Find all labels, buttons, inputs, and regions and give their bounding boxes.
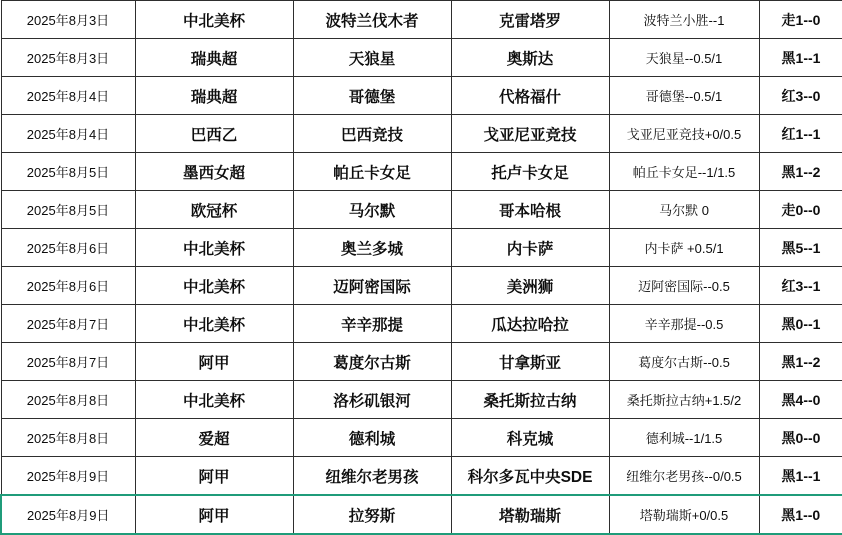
cell-home[interactable]: 波特兰伐木者 [293,1,451,39]
cell-pick[interactable]: 辛辛那提--0.5 [609,305,759,343]
cell-result[interactable]: 黑1--1 [759,39,842,77]
table-row[interactable] [1,77,842,115]
table-row[interactable] [1,1,842,39]
cell-home[interactable]: 洛杉矶银河 [293,381,451,419]
table-row[interactable] [1,115,842,153]
table-row[interactable] [1,229,842,267]
cell-away[interactable]: 塔勒瑞斯 [451,495,609,534]
cell-pick[interactable]: 葛度尔古斯--0.5 [609,343,759,381]
cell-date[interactable]: 2025年8月5日 [1,153,135,191]
cell-league[interactable]: 阿甲 [135,495,293,534]
cell-pick[interactable]: 内卡萨 +0.5/1 [609,229,759,267]
cell-date[interactable]: 2025年8月7日 [1,343,135,381]
cell-home[interactable]: 拉努斯 [293,495,451,534]
cell-away[interactable]: 托卢卡女足 [451,153,609,191]
table-row[interactable] [1,191,842,229]
cell-away[interactable]: 美洲狮 [451,267,609,305]
cell-away[interactable]: 哥本哈根 [451,191,609,229]
cell-away[interactable]: 桑托斯拉古纳 [451,381,609,419]
cell-home[interactable]: 葛度尔古斯 [293,343,451,381]
cell-result[interactable]: 黑0--1 [759,305,842,343]
cell-pick[interactable]: 哥德堡--0.5/1 [609,77,759,115]
table-row[interactable] [1,419,842,457]
cell-result[interactable]: 黑1--0 [759,495,842,534]
table-row[interactable] [1,267,842,305]
cell-home[interactable]: 辛辛那提 [293,305,451,343]
table-row[interactable] [1,381,842,419]
cell-league[interactable]: 瑞典超 [135,39,293,77]
table-row[interactable] [1,457,842,496]
cell-league[interactable]: 阿甲 [135,457,293,496]
cell-date[interactable]: 2025年8月3日 [1,1,135,39]
cell-result[interactable]: 黑5--1 [759,229,842,267]
cell-away[interactable]: 内卡萨 [451,229,609,267]
cell-pick[interactable]: 波特兰小胜--1 [609,1,759,39]
cell-pick[interactable]: 迈阿密国际--0.5 [609,267,759,305]
cell-result[interactable]: 黑0--0 [759,419,842,457]
cell-league[interactable]: 中北美杯 [135,1,293,39]
cell-pick[interactable]: 戈亚尼亚竞技+0/0.5 [609,115,759,153]
cell-date[interactable]: 2025年8月9日 [1,457,135,496]
cell-home[interactable]: 帕丘卡女足 [293,153,451,191]
cell-league[interactable]: 阿甲 [135,343,293,381]
cell-date[interactable]: 2025年8月6日 [1,229,135,267]
cell-date[interactable]: 2025年8月5日 [1,191,135,229]
table-row[interactable] [1,153,842,191]
cell-away[interactable]: 甘拿斯亚 [451,343,609,381]
cell-date[interactable]: 2025年8月9日 [1,495,135,534]
cell-result[interactable]: 黑1--2 [759,153,842,191]
table-body [1,1,842,535]
cell-home[interactable]: 天狼星 [293,39,451,77]
cell-away[interactable]: 科尔多瓦中央SDE [451,457,609,496]
cell-date[interactable]: 2025年8月8日 [1,419,135,457]
cell-pick[interactable]: 天狼星--0.5/1 [609,39,759,77]
table-row[interactable] [1,39,842,77]
cell-league[interactable]: 巴西乙 [135,115,293,153]
cell-date[interactable]: 2025年8月3日 [1,39,135,77]
cell-league[interactable]: 中北美杯 [135,305,293,343]
cell-away[interactable]: 科克城 [451,419,609,457]
cell-result[interactable]: 红3--0 [759,77,842,115]
cell-result[interactable]: 走0--0 [759,191,842,229]
cell-result[interactable]: 黑1--2 [759,343,842,381]
cell-home[interactable]: 纽维尔老男孩 [293,457,451,496]
cell-date[interactable]: 2025年8月4日 [1,77,135,115]
cell-league[interactable]: 瑞典超 [135,77,293,115]
table-row[interactable] [1,343,842,381]
cell-away[interactable]: 戈亚尼亚竞技 [451,115,609,153]
cell-pick[interactable]: 纽维尔老男孩--0/0.5 [609,457,759,496]
cell-home[interactable]: 德利城 [293,419,451,457]
cell-league[interactable]: 中北美杯 [135,229,293,267]
cell-away[interactable]: 克雷塔罗 [451,1,609,39]
cell-away[interactable]: 奥斯达 [451,39,609,77]
cell-league[interactable]: 中北美杯 [135,267,293,305]
cell-home[interactable]: 奥兰多城 [293,229,451,267]
cell-league[interactable]: 墨西女超 [135,153,293,191]
cell-result[interactable]: 黑4--0 [759,381,842,419]
cell-away[interactable]: 代格福什 [451,77,609,115]
cell-date[interactable]: 2025年8月8日 [1,381,135,419]
cell-result[interactable]: 黑1--1 [759,457,842,496]
cell-home[interactable]: 迈阿密国际 [293,267,451,305]
cell-result[interactable]: 走1--0 [759,1,842,39]
table-row[interactable] [1,305,842,343]
cell-pick[interactable]: 德利城--1/1.5 [609,419,759,457]
cell-date[interactable]: 2025年8月7日 [1,305,135,343]
cell-league[interactable]: 爱超 [135,419,293,457]
table-row[interactable] [1,495,842,534]
cell-pick[interactable]: 塔勒瑞斯+0/0.5 [609,495,759,534]
cell-pick[interactable]: 帕丘卡女足--1/1.5 [609,153,759,191]
cell-league[interactable]: 欧冠杯 [135,191,293,229]
cell-away[interactable]: 瓜达拉哈拉 [451,305,609,343]
cell-home[interactable]: 巴西竞技 [293,115,451,153]
cell-date[interactable]: 2025年8月4日 [1,115,135,153]
cell-pick[interactable]: 桑托斯拉古纳+1.5/2 [609,381,759,419]
cell-home[interactable]: 哥德堡 [293,77,451,115]
cell-result[interactable]: 红3--1 [759,267,842,305]
cell-home[interactable]: 马尔默 [293,191,451,229]
cell-league[interactable]: 中北美杯 [135,381,293,419]
cell-date[interactable]: 2025年8月6日 [1,267,135,305]
cell-result[interactable]: 红1--1 [759,115,842,153]
cell-pick[interactable]: 马尔默 0 [609,191,759,229]
